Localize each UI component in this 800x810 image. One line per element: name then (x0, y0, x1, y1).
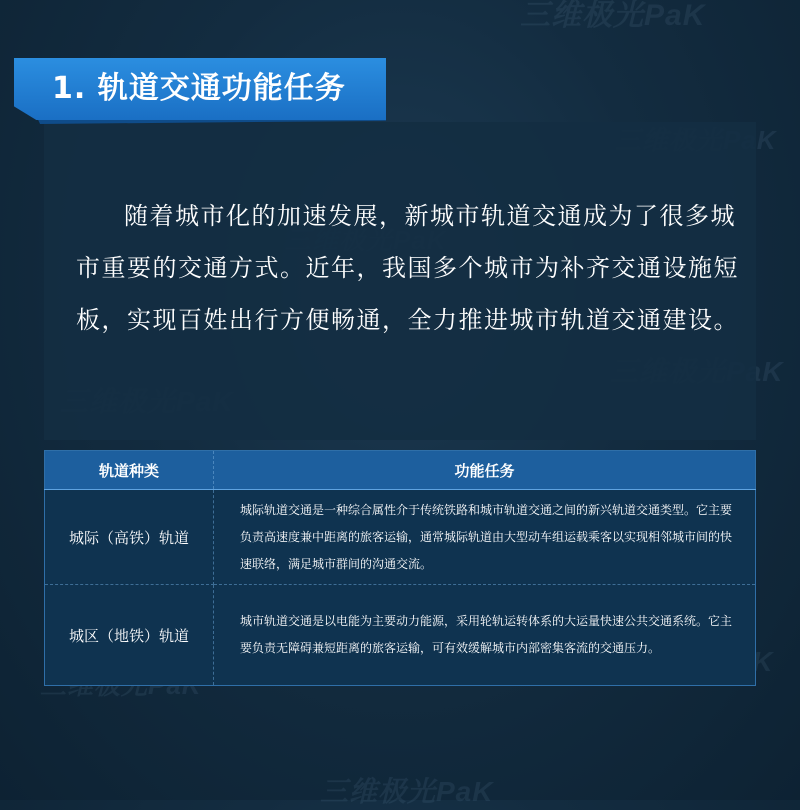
table-row (45, 490, 756, 585)
table-row (45, 585, 756, 686)
function-task-cell: 城际轨道交通是一种综合属性介于传统铁路和城市轨道交通之间的新兴轨道交通类型。它主要负责高速度兼中距离的旅客运输，通常城际轨道由大型动车组运载乘客以实现相邻城市间的快速联络，满足城市群间的沟通交流。 (214, 490, 756, 585)
intro-paragraph: 随着城市化的加速发展，新城市轨道交通成为了很多城市重要的交通方式。近年，我国多个城市为补齐交通设施短板，实现百姓出行方便畅通，全力推进城市轨道交通建设。 (76, 202, 739, 334)
watermark: 三维极光PaK (520, 0, 706, 32)
table-header-row (45, 451, 756, 490)
header-rail-type: 轨道种类 (45, 451, 214, 490)
section-title: 1. 轨道交通功能任务 (52, 71, 346, 106)
rail-type-cell: 城际（高铁）轨道 (45, 490, 214, 585)
function-task-cell: 城市轨道交通是以电能为主要动力能源，采用轮轨运转体系的大运量快速公共交通系统。它主要负责无障碍兼短距离的旅客运输，可有效缓解城市内部密集客流的交通压力。 (214, 585, 756, 686)
rail-type-cell: 城区（地铁）轨道 (45, 585, 214, 686)
watermark: 三维极光PaK (320, 776, 494, 807)
header-function-task: 功能任务 (214, 451, 756, 490)
rail-function-table (44, 450, 756, 686)
